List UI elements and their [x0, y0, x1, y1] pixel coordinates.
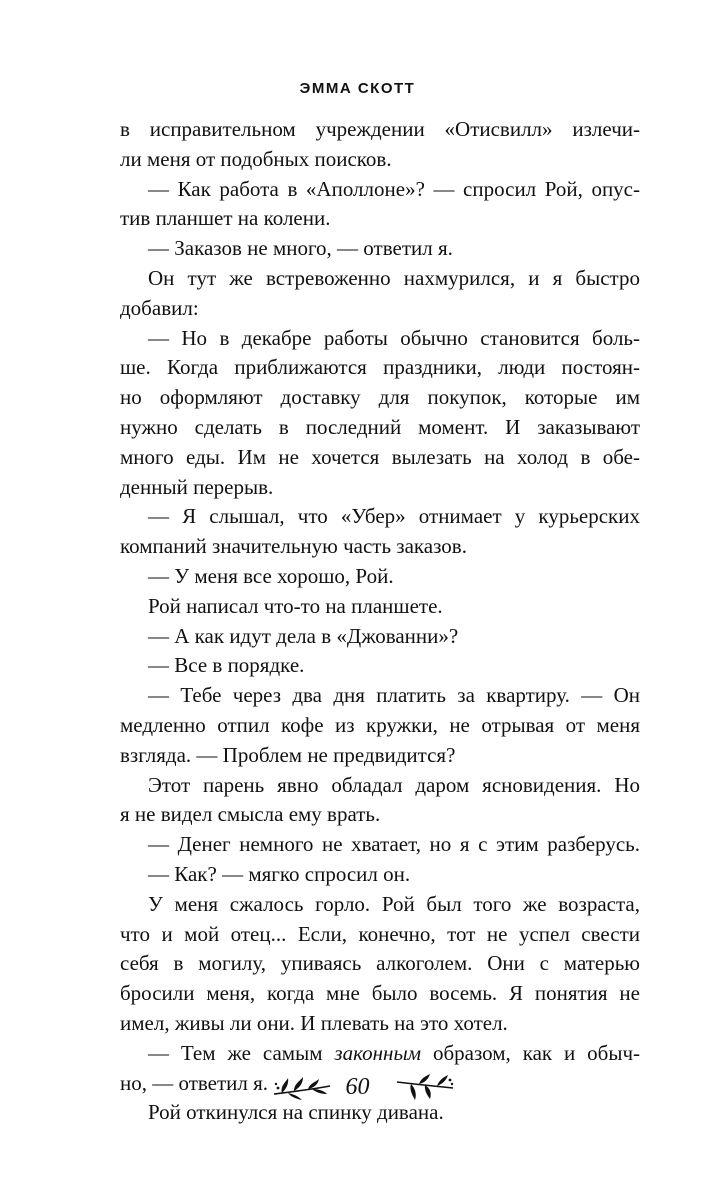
text-line: — Но в декабре работы обычно становится боль-	[148, 325, 640, 350]
page-footer	[0, 1070, 715, 1110]
text-line: нужно сделать в последний момент. И заказывают	[120, 414, 640, 439]
text-line: ше. Когда приближаются праздники, люди постоян-	[120, 355, 640, 380]
text-line: много еды. Им не хочется вылезать на холод в обе-	[120, 444, 640, 469]
body-text	[120, 115, 640, 1128]
text-line: У меня сжалось горло. Рой был того же возраста,	[148, 891, 640, 916]
text-line: я не видел смысла ему врать.	[120, 802, 381, 827]
text-line: Он тут же встревоженно нахмурился, и я быстро	[148, 265, 640, 290]
text-segment: — Тем же самым	[148, 1040, 335, 1065]
text-line: в исправительном учреждении «Отисвилл» излечи-	[120, 117, 640, 141]
text-line: себя в могилу, упиваясь алкоголем. Они с матерью	[120, 951, 640, 976]
text-line	[120, 1039, 640, 1069]
text-line: медленно отпил кофе из кружки, не отрывая от меня	[120, 712, 640, 737]
leaf-sprig-icon	[393, 1072, 455, 1102]
page-number: 60	[345, 1074, 370, 1100]
text-line: денный перерыв.	[120, 474, 274, 499]
text-line: — У меня все хорошо, Рой.	[148, 563, 394, 588]
text-line: тив планшет на колени.	[120, 206, 331, 231]
text-line: Рой откинулся на спинку дивана.	[148, 1100, 444, 1125]
text-line: добавил:	[120, 295, 199, 320]
text-line: — А как идут дела в «Джованни»?	[148, 623, 459, 648]
running-head: ЭММА СКОТТ	[299, 80, 416, 97]
text-line: — Денег немного не хватает, но я с этим разберусь.	[148, 832, 640, 857]
text-line: но, — ответил я.	[120, 1070, 269, 1095]
text-line: — Я слышал, что «Убер» отнимает у курьерских	[148, 504, 640, 529]
text-line: имел, живы ли они. И плевать на это хотел.	[120, 1010, 508, 1035]
text-line: но оформляют доставку для покупок, которые им	[120, 385, 640, 410]
text-line: бросили меня, когда мне было восемь. Я понятия не	[120, 981, 640, 1006]
text-line: — Как? — мягко спросил он.	[148, 861, 411, 886]
text-line: что и мой отец... Если, конечно, тот не успел свести	[120, 921, 640, 946]
text-line: — Заказов не много, — ответил я.	[148, 236, 453, 261]
text-line: ли меня от подобных поисков.	[120, 146, 392, 171]
text-line: — Тебе через два дня платить за квартиру. — Он	[148, 683, 640, 708]
text-line: взгляда. — Проблем не предвидится?	[120, 742, 456, 767]
text-segment: образом, как и обыч-	[421, 1040, 640, 1065]
text-line: — Как работа в «Аполлоне»? — спросил Рой, опус-	[148, 176, 640, 201]
text-line: Рой написал что-то на планшете.	[148, 593, 443, 618]
text-line: — Все в порядке.	[148, 653, 305, 678]
emphasized-word: законным	[334, 1040, 422, 1065]
text-line: Этот парень явно обладал даром ясновидения. Но	[148, 772, 640, 797]
text-line: компаний значительную часть заказов.	[120, 534, 467, 559]
